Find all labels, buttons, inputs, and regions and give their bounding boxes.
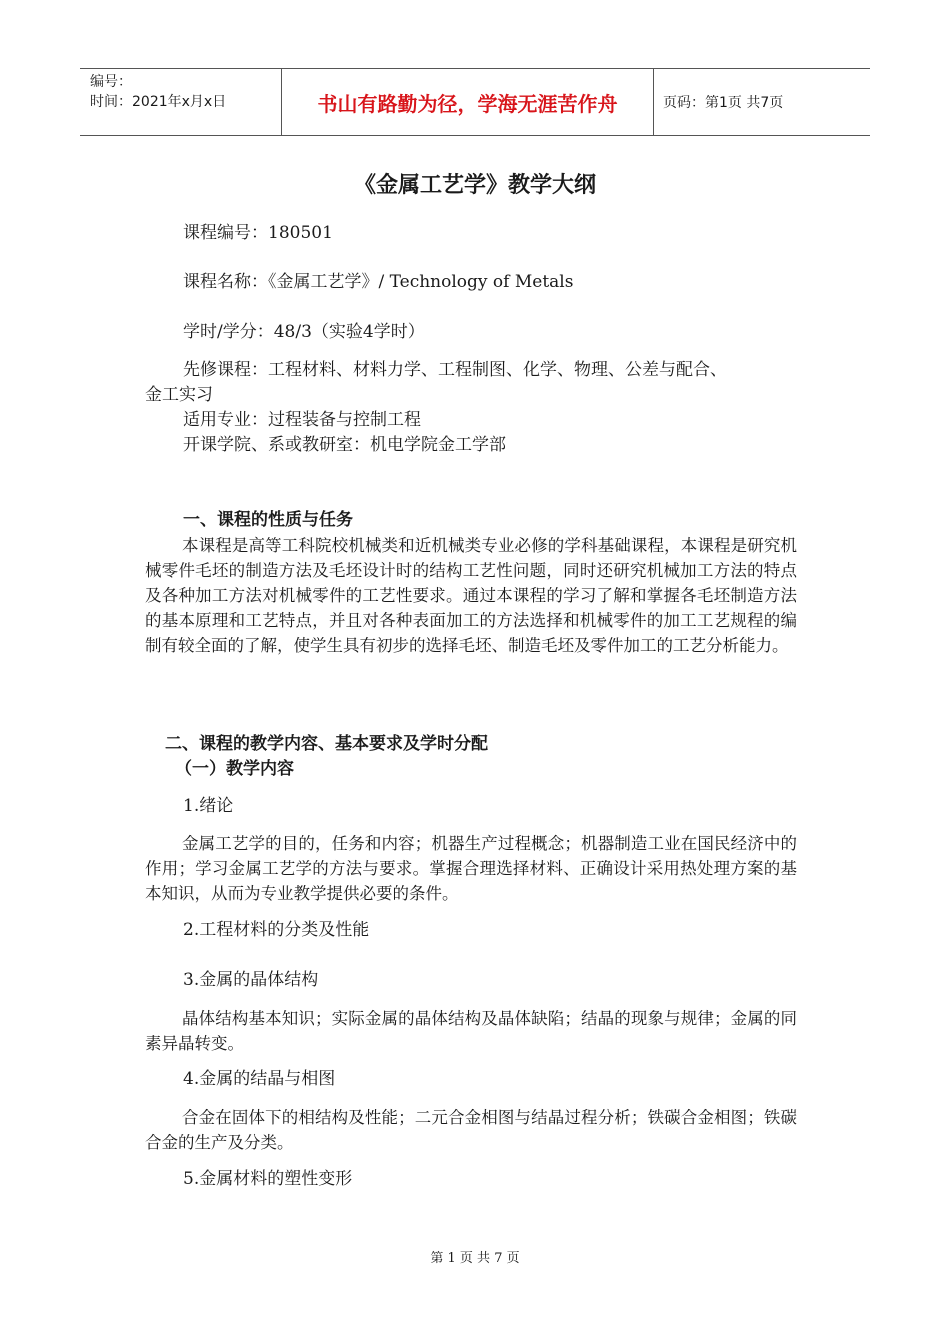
applicable-major: 适用专业：过程装备与控制工程 [183, 410, 421, 430]
hours-credits: 学时/学分：48/3（实验4学时） [183, 322, 425, 342]
header-motto: 书山有路勤为径，学海无涯苦作舟 [282, 69, 654, 135]
prerequisites-line-2: 金工实习 [145, 385, 213, 405]
page-header [80, 68, 870, 136]
header-page-info: 页码：第1页 共7页 [663, 95, 784, 111]
section-1-heading: 一、课程的性质与任务 [183, 510, 353, 530]
course-name: 课程名称：《金属工艺学》/ Technology of Metals [183, 272, 574, 292]
course-code: 课程编号：180501 [183, 223, 333, 243]
item-3-heading: 3.金属的晶体结构 [183, 970, 319, 990]
document-title: 《金属工艺学》教学大纲 [353, 173, 596, 198]
offering-department: 开课学院、系或教研室：机电学院金工学部 [183, 435, 506, 455]
section-2-heading: 二、课程的教学内容、基本要求及学时分配 [165, 734, 488, 754]
item-4-body: 合金在固体下的相结构及性能；二元合金相图与结晶过程分析；铁碳合金相图；铁碳合金的生产及分类。 [145, 1108, 797, 1152]
prerequisites-line-1: 先修课程：工程材料、材料力学、工程制图、化学、物理、公差与配合、 [183, 360, 727, 380]
doc-number-label: 编号： [90, 74, 132, 90]
item-4-heading: 4.金属的结晶与相图 [183, 1069, 336, 1089]
item-1-heading: 1.绪论 [183, 796, 234, 816]
header-meta [80, 69, 282, 135]
item-2-heading: 2.工程材料的分类及性能 [183, 920, 370, 940]
item-3-body: 晶体结构基本知识；实际金属的晶体结构及晶体缺陷；结晶的现象与规律；金属的同素异晶转变。 [145, 1009, 797, 1053]
item-5-heading: 5.金属材料的塑性变形 [183, 1169, 353, 1189]
section-2-subheading: （一）教学内容 [175, 759, 294, 779]
section-1-body: 本课程是高等工科院校机械类和近机械类专业必修的学科基础课程，本课程是研究机械零件毛坯的制造方法及毛坯设计时的结构工艺性问题，同时还研究机械加工方法的特点及各种加工方法对机械零件的工艺性要求。通过本课程的学习了解和掌握各毛坯制造方法的基本原理和工艺特点，并且对各种表面加工的方法选择和机械零件的加工工艺规程的编制有较全面的了解，使学生具有初步的选择毛坯、制造毛坯及零件加工的工艺分析能力。 [145, 536, 797, 655]
page-footer: 第 1 页 共 7 页 [430, 1251, 520, 1266]
item-1-body: 金属工艺学的目的，任务和内容；机器生产过程概念；机器制造工业在国民经济中的作用；学习金属工艺学的方法与要求。掌握合理选择材料、正确设计采用热处理方案的基本知识，从而为专业教学提供必要的条件。 [145, 834, 797, 903]
doc-time-label: 时间：2021年x月x日 [90, 94, 227, 110]
